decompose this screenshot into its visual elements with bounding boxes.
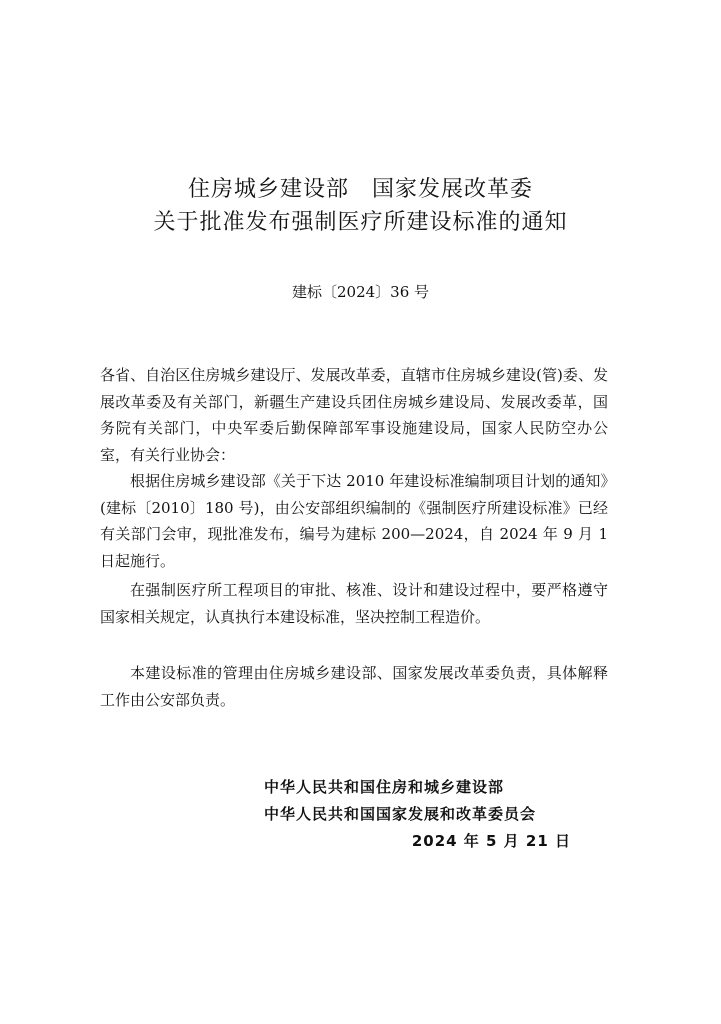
document-title-line-2: 关于批准发布强制医疗所建设标准的通知 [153,210,568,235]
signature-org-1: 中华人民共和国住房和城乡建设部 [264,778,505,796]
body-paragraph-1: 根据住房城乡建设部《关于下达 2010 年建设标准编制项目计划的通知》(建标〔2010〕180 号)，由公安部组织编制的《强制医疗所建设标准》已经有关部门会审，现批准发布，编号为建标 200—2024，自 2024 年 9 月 1 日起施行。 [100,472,608,570]
addressee-paragraph: 各省、自治区住房城乡建设厅、发展改革委，直辖市住房城乡建设(管)委、发展改革委及有关部门，新疆生产建设兵团住房城乡建设局、发展改委革，国务院有关部门，中央军委后勤保障部军事设施建设局，国家人民防空办公室，有关行业协会： [100,366,608,464]
signature-org-2: 中华人民共和国国家发展和改革委员会 [264,805,537,823]
document-title-line-1: 住房城乡建设部 国家发展改革委 [187,177,533,202]
body-paragraph-3: 本建设标准的管理由住房城乡建设部、国家发展改革委负责，具体解释工作由公安部负责。 [100,664,608,709]
document-number: 建标〔2024〕36 号 [291,283,430,301]
body-paragraph-2: 在强制医疗所工程项目的审批、核准、设计和建设过程中，要严格遵守国家相关规定，认真执行本建设标准，坚决控制工程造价。 [100,581,608,626]
signature-date: 2024 年 5 月 21 日 [411,832,571,850]
